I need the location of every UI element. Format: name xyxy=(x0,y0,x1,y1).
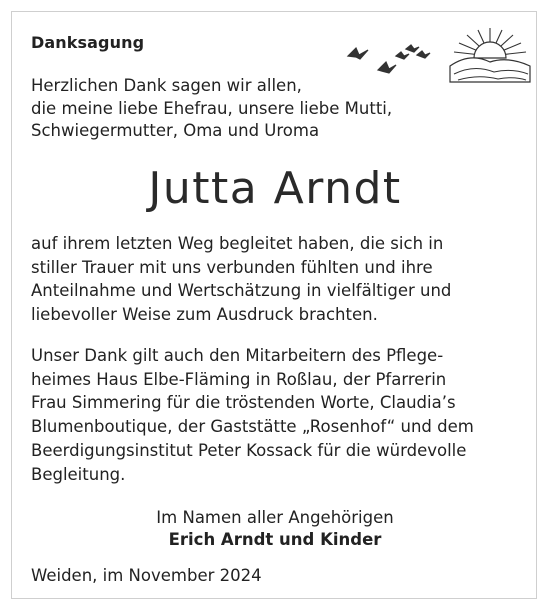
place-date: Weiden, im November 2024 xyxy=(31,566,262,585)
intro-line: Schwiegermutter, Oma und Uroma xyxy=(31,121,320,140)
deceased-name: Jutta Arndt xyxy=(148,163,402,214)
paragraph-line: auf ihrem letzten Weg begleitet haben, die sich in xyxy=(31,234,444,253)
paragraph-line: Anteilnahme und Wertschätzung in vielfältiger und xyxy=(31,281,452,301)
paragraph-line: Beerdigungsinstitut Peter Kossack für die würdevolle xyxy=(31,440,467,460)
birds-sunset-icon xyxy=(338,22,534,88)
closing-line: Im Namen aller Angehörigen xyxy=(156,508,394,527)
closing-block xyxy=(0,507,550,551)
paragraph-line: Frau Simmering für die tröstenden Worte, Claudia’s xyxy=(31,393,456,413)
paragraph-line: Unser Dank gilt auch den Mitarbeitern des Pflege- xyxy=(31,346,444,365)
signature: Erich Arndt und Kinder xyxy=(168,530,382,549)
paragraph-line: heimes Haus Elbe-Fläming in Roßlau, der Pfarrerin xyxy=(31,369,447,389)
intro-line: die meine liebe Ehefrau, unsere liebe Mutti, xyxy=(31,98,393,118)
paragraph-line: Begleitung. xyxy=(31,464,126,484)
thanks-paragraph-1 xyxy=(31,232,451,327)
paragraph-line: Blumenboutique, der Gaststätte „Rosenhof“ und dem xyxy=(31,417,474,437)
thanks-paragraph-2 xyxy=(31,344,474,486)
paragraph-line: stiller Trauer mit uns verbunden fühlten und ihre xyxy=(31,257,433,277)
paragraph-line: liebevoller Weise zum Ausdruck brachten. xyxy=(31,305,378,325)
intro-line: Herzlichen Dank sagen wir allen, xyxy=(31,76,302,95)
notice-heading: Danksagung xyxy=(31,33,145,52)
